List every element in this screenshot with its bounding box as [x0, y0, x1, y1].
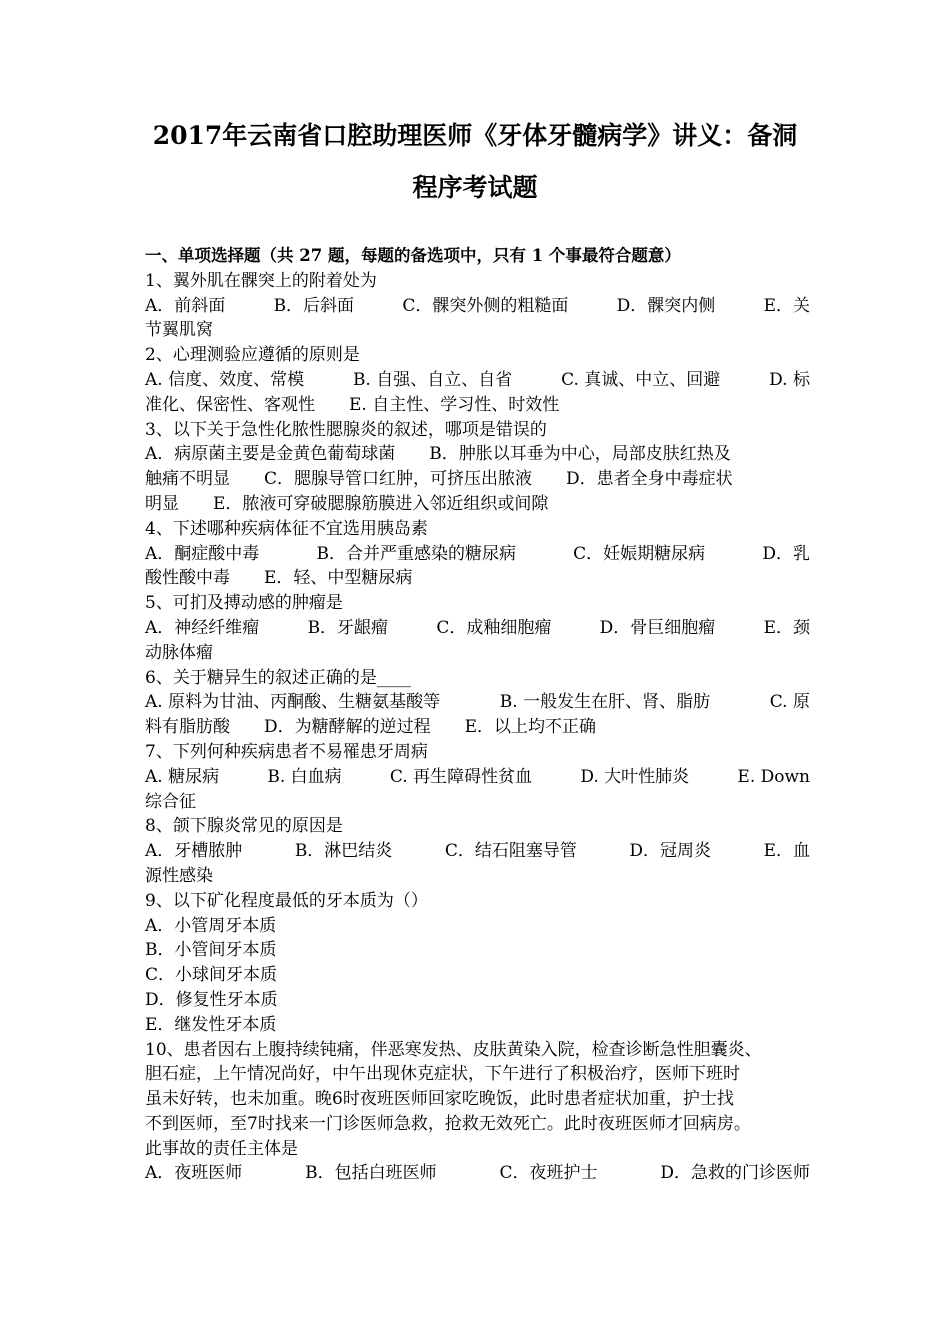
question-3-stem: 3、以下关于急性化脓性腮腺炎的叙述，哪项是错误的: [145, 419, 547, 440]
question-2-options-cont: [145, 393, 810, 418]
option-d: D. 标: [769, 369, 810, 390]
option-d: D．急救的门诊医师: [660, 1163, 810, 1184]
question-10-options: [145, 1161, 810, 1186]
option-d: D．冠周炎: [629, 841, 712, 862]
option-e: E．血: [763, 841, 810, 862]
question-9-option-c: C．小球间牙本质: [145, 965, 278, 986]
option-e: E. 自主性、学习性、时效性: [349, 394, 560, 415]
question-6-options-cont: [145, 715, 810, 740]
question-6-options: [145, 690, 810, 715]
option-c: C. 再生障碍性贫血: [389, 766, 533, 787]
option-a: A．牙槽脓肿: [145, 841, 243, 862]
question-list: [145, 244, 810, 1186]
option-e: E．关: [763, 295, 810, 316]
option-a: A．神经纤维瘤: [145, 617, 260, 638]
question-9-option-e: E．继发性牙本质: [145, 1014, 277, 1035]
option-c: C．妊娠期糖尿病: [573, 543, 706, 564]
option-c: C．髁突外侧的粗糙面: [402, 295, 569, 316]
section-heading: 一、单项选择题（共 27 题，每题的备选项中，只有 1 个事最符合题意）: [145, 246, 681, 265]
question-4-options: [145, 542, 810, 567]
question-8-options-cont: 源性感染: [145, 865, 213, 886]
option-a: A．夜班医师: [145, 1163, 243, 1184]
document-title-line-1: 2017年云南省口腔助理医师《牙体牙髓病学》讲义：备洞: [152, 121, 798, 150]
question-7-options: [145, 765, 810, 790]
question-8-options: [145, 839, 810, 864]
option-d: D．乳: [762, 543, 810, 564]
option-c: C. 真诚、中立、回避: [561, 369, 721, 390]
question-8-stem: 8、颌下腺炎常见的原因是: [145, 816, 343, 837]
question-1-options: [145, 294, 810, 319]
question-10-stem-line-1: 10、患者因右上腹持续钝痛，伴恶寒发热、皮肤黄染入院，检查诊断急性胆囊炎、: [145, 1039, 762, 1060]
question-10-stem-line-2: 胆石症，上午情况尚好，中午出现休克症状，下午进行了积极治疗，医师下班时: [145, 1064, 740, 1085]
question-1-stem: 1、翼外肌在髁突上的附着处为: [145, 270, 377, 291]
question-10-stem-line-3: 虽未好转，也未加重。晚6时夜班医师回家吃晚饭，此时患者症状加重，护士找: [145, 1089, 734, 1110]
question-1-options-cont: 节翼肌窝: [145, 320, 213, 341]
option-c: C．夜班护士: [499, 1163, 598, 1184]
option-d: D．骨巨细胞瘤: [599, 617, 716, 638]
option-d: D．髁突内侧: [616, 295, 716, 316]
option-a: A. 糖尿病: [145, 766, 220, 787]
question-3-options-line-3: 明显 E．脓液可穿破腮腺筋膜进入邻近组织或间隙: [145, 493, 549, 514]
question-5-options-cont: 动脉体瘤: [145, 642, 213, 663]
option-b: B. 一般发生在肝、肾、脂肪: [499, 692, 711, 713]
option-e: E．轻、中型糖尿病: [264, 568, 413, 589]
option-b: B. 白血病: [267, 766, 342, 787]
question-3-options-line-2: 触痛不明显 C．腮腺导管口红肿，可挤压出脓液 D．患者全身中毒症状: [145, 469, 733, 490]
option-b: B．包括白班医师: [305, 1163, 437, 1184]
question-5-stem: 5、可扪及搏动感的肿瘤是: [145, 593, 343, 614]
option-a: A．酮症酸中毒: [145, 543, 260, 564]
question-9-option-b: B．小管间牙本质: [145, 940, 277, 961]
question-10-stem-line-4: 不到医师，至7时找来一门诊医师急救，抢救无效死亡。此时夜班医师才回病房。: [145, 1113, 751, 1134]
question-4-stem: 4、下述哪种疾病体征不宜选用胰岛素: [145, 518, 428, 539]
option-a: A. 信度、效度、常模: [145, 369, 305, 390]
question-7-stem: 7、下列何种疾病患者不易罹患牙周病: [145, 741, 428, 762]
question-3-options-line-1: A．病原菌主要是金黄色葡萄球菌 B．肿胀以耳垂为中心，局部皮肤红热及: [145, 444, 731, 465]
question-4-options-cont: [145, 566, 810, 591]
option-b: B. 自强、自立、自省: [352, 369, 513, 390]
option-b: B．牙龈瘤: [307, 617, 389, 638]
option-c: C. 原: [769, 692, 810, 713]
document-title-line-2: 程序考试题: [412, 173, 538, 202]
option-b: B．合并严重感染的糖尿病: [316, 543, 516, 564]
option-d: D．为糖酵解的逆过程: [264, 717, 431, 738]
question-2-options: [145, 368, 810, 393]
option-c: C．结石阻塞导管: [444, 841, 577, 862]
option-d-cont: 酸性酸中毒: [145, 568, 230, 589]
option-c: C．成釉细胞瘤: [436, 617, 552, 638]
option-a: A．前斜面: [145, 295, 226, 316]
option-b: B．淋巴结炎: [294, 841, 393, 862]
option-e: E. Down: [737, 766, 810, 787]
question-6-stem: 6、关于糖异生的叙述正确的是____: [145, 667, 411, 688]
option-e: E．以上均不正确: [464, 717, 597, 738]
question-5-options: [145, 616, 810, 641]
question-7-options-cont: 综合征: [145, 791, 196, 812]
option-b: B．后斜面: [273, 295, 355, 316]
question-10-stem-line-5: 此事故的责任主体是: [145, 1138, 298, 1159]
question-2-stem: 2、心理测验应遵循的原则是: [145, 345, 360, 366]
question-9-option-a: A．小管周牙本质: [145, 915, 277, 936]
option-e: E．颈: [763, 617, 810, 638]
question-9-stem: 9、以下矿化程度最低的牙本质为（）: [145, 890, 428, 911]
option-c-cont: 料有脂肪酸: [145, 717, 230, 738]
option-d-cont: 准化、保密性、客观性: [145, 394, 315, 415]
question-9-option-d: D．修复性牙本质: [145, 989, 278, 1010]
option-a: A. 原料为甘油、丙酮酸、生糖氨基酸等: [145, 692, 441, 713]
option-d: D. 大叶性肺炎: [580, 766, 690, 787]
